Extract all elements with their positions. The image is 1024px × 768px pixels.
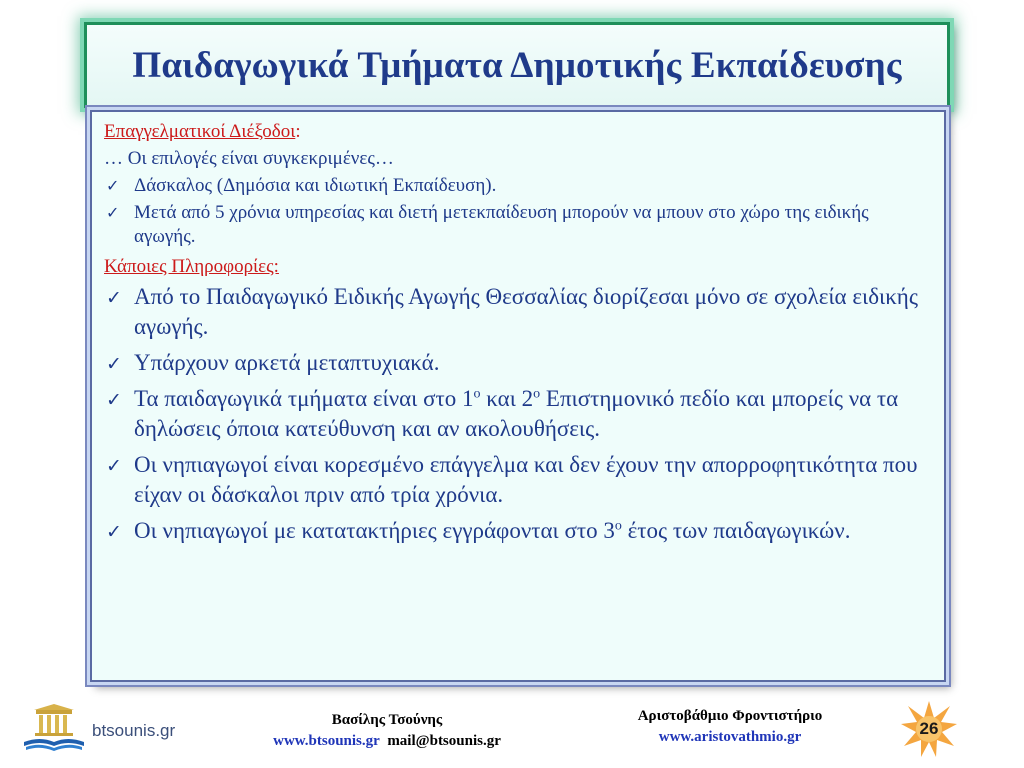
author-mail[interactable]: mail@btsounis.gr xyxy=(387,733,501,749)
section1-heading xyxy=(104,120,930,144)
superscript: ο xyxy=(533,386,541,402)
section2-heading-text: Κάποιες Πληροφορίες: xyxy=(104,256,279,277)
list-item xyxy=(104,516,930,546)
list-item-text xyxy=(134,386,898,441)
checkmark-icon: ✓ xyxy=(106,203,120,222)
footer-org xyxy=(600,706,860,748)
author-site-link[interactable]: www.btsounis.gr xyxy=(273,733,380,749)
list-item-text xyxy=(134,518,850,543)
page-number: 26 xyxy=(919,719,939,738)
section1-heading-text: Επαγγελματικοί Διέξοδοι xyxy=(104,121,296,142)
list-item-text: Υπάρχουν αρκετά μεταπτυχιακά. xyxy=(134,350,440,375)
list-item xyxy=(104,348,930,378)
checkmark-icon: ✓ xyxy=(106,176,120,195)
logo-text: btsounis.gr xyxy=(92,721,176,740)
text-part: Επιστημονικό πεδίο και μπορείς να τα δηλώσεις όποια κατεύθυνση και αν ακολουθήσεις. xyxy=(134,386,899,441)
section1-heading-colon: : xyxy=(295,121,301,142)
content-box xyxy=(90,110,946,682)
text-part: Τα παιδαγωγικά τμήματα είναι στο 1 xyxy=(134,386,474,411)
checkmark-icon: ✓ xyxy=(106,353,122,375)
title-box xyxy=(84,22,950,108)
checkmark-icon: ✓ xyxy=(106,455,122,477)
slide-title: Παιδαγωγικά Τμήματα Δημοτικής Εκπαίδευσης xyxy=(132,44,902,86)
superscript: ο xyxy=(473,386,481,402)
list-item xyxy=(104,282,930,342)
list-item xyxy=(104,384,930,444)
btsounis-logo xyxy=(22,704,192,754)
author-contacts xyxy=(232,731,542,752)
temple-book-icon xyxy=(22,704,88,754)
text-part: και 2 xyxy=(480,386,534,411)
checkmark-icon: ✓ xyxy=(106,287,122,309)
list-item xyxy=(104,174,930,198)
list-item xyxy=(104,450,930,510)
footer-author xyxy=(232,710,542,752)
author-name: Βασίλης Τσούνης xyxy=(331,712,443,728)
org-site-link[interactable]: www.aristovathmio.gr xyxy=(658,729,802,745)
text-part: έτος των παιδαγωγικών. xyxy=(621,518,851,543)
list-item-text: Δάσκαλος (Δημόσια και ιδιωτική Εκπαίδευση). xyxy=(134,175,497,196)
list-item-text: Μετά από 5 χρόνια υπηρεσίας και διετή μετεκπαίδευση μπορούν να μπουν στο χώρο της ειδικής αγωγής. xyxy=(134,202,869,247)
text-part: Οι νηπιαγωγοί με κατατακτήριες εγγράφονται στο 3 xyxy=(134,518,615,543)
list-item xyxy=(104,201,930,249)
list-item-text: Από το Παιδαγωγικό Ειδικής Αγωγής Θεσσαλίας διορίζεσαι μόνο σε σχολεία ειδικής αγωγής. xyxy=(134,284,918,339)
checkmark-icon: ✓ xyxy=(106,521,122,543)
list-item-text: Οι νηπιαγωγοί είναι κορεσμένο επάγγελμα και δεν έχουν την απορροφητικότητα που είχαν οι δάσκαλοι πριν από τρία χρόνια. xyxy=(134,452,918,507)
superscript: ο xyxy=(614,518,622,534)
section2-heading xyxy=(104,255,930,279)
section1-intro: … Οι επιλογές είναι συγκεκριμένες… xyxy=(104,148,394,169)
checkmark-icon: ✓ xyxy=(106,389,122,411)
org-name: Αριστοβάθμιο Φροντιστήριο xyxy=(637,708,823,724)
